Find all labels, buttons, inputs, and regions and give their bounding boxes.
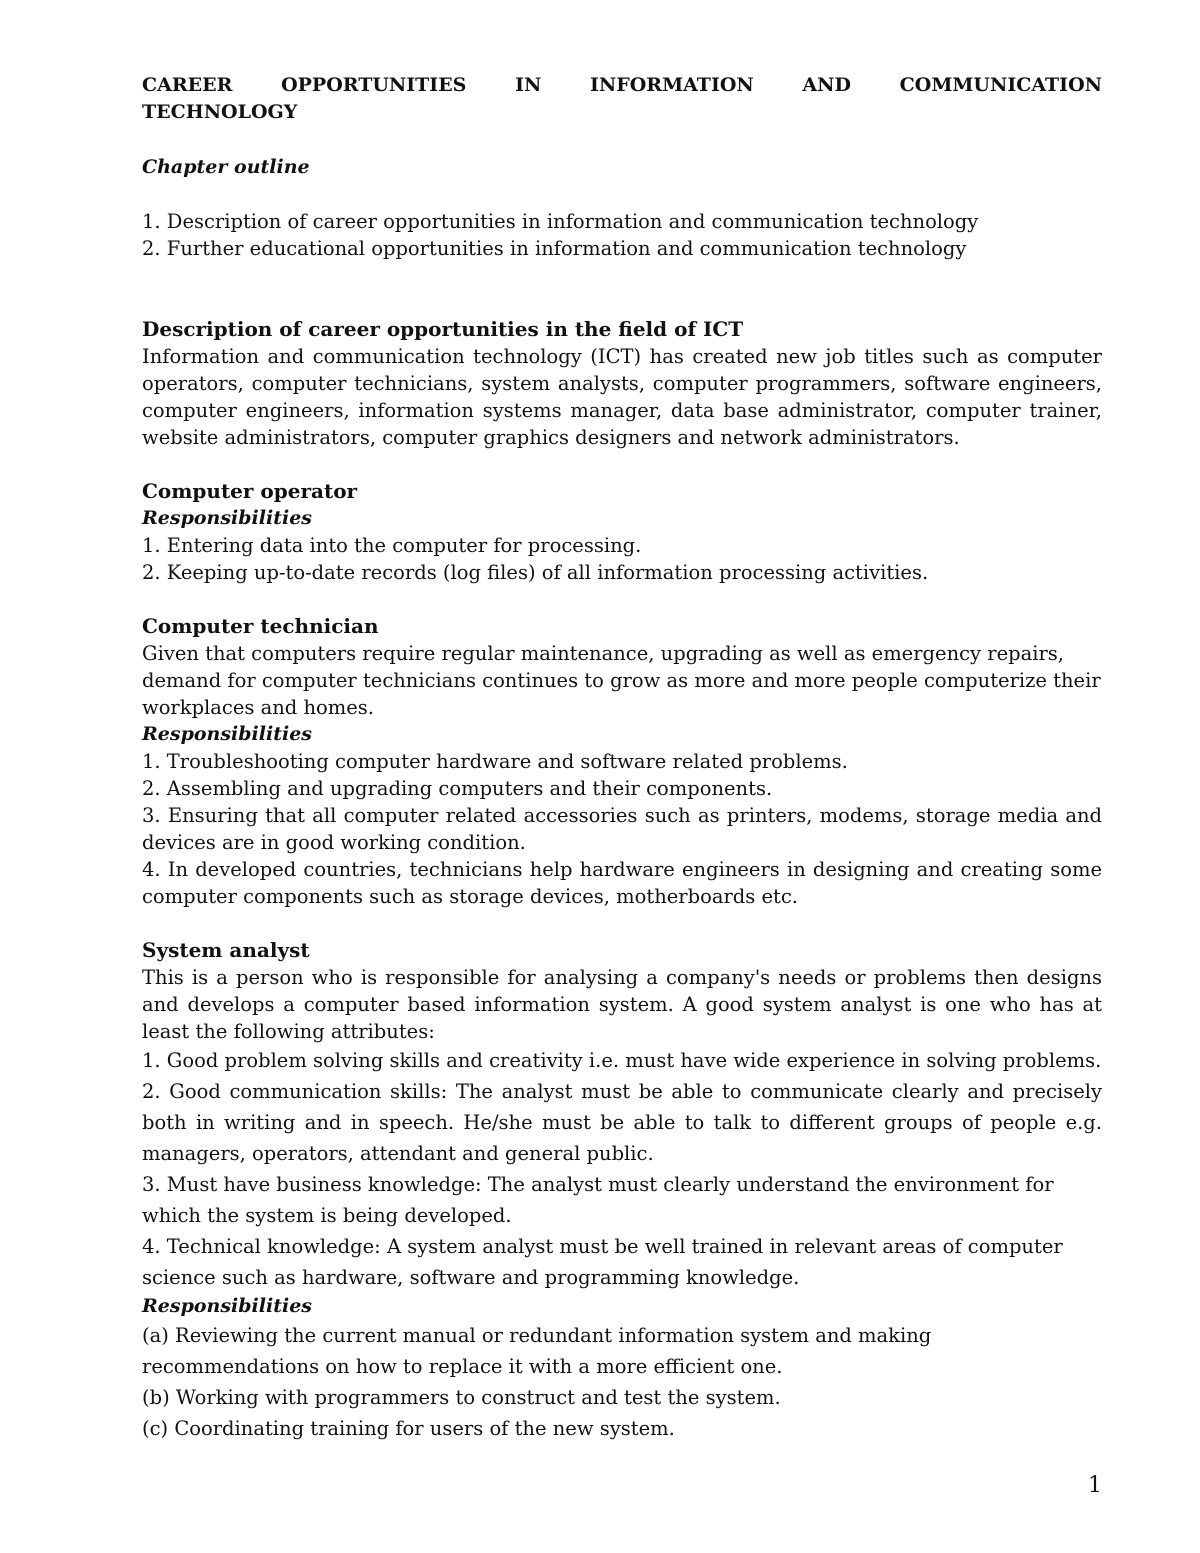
operator-item: 2. Keeping up-to-date records (log files) of all information processing activities. [142, 561, 929, 584]
analyst-attribute: 2. Good communication skills: The analyst must be able to communicate clearly and precisely both in writing and in speech. He/she must be able to talk to different groups of people e.g. managers, operators, attendant and general public. [142, 1080, 1102, 1165]
title-word: CAREER [142, 74, 233, 96]
title-word: IN [515, 74, 542, 96]
technician-item: 3. Ensuring that all computer related accessories such as printers, modems, storage media and devices are in good working condition. [142, 804, 1102, 854]
operator-responsibilities-label: Responsibilities [142, 507, 312, 529]
analyst-attribute: 1. Good problem solving skills and creativity i.e. must have wide experience in solving problems. [142, 1049, 1102, 1072]
technician-item: 1. Troubleshooting computer hardware and software related problems. [142, 750, 848, 773]
operator-heading: Computer operator [142, 479, 358, 503]
analyst-item: (b) Working with programmers to construct and test the system. [142, 1386, 781, 1409]
chapter-outline-heading: Chapter outline [142, 156, 310, 178]
description-heading: Description of career opportunities in the field of ICT [142, 317, 744, 341]
technician-responsibilities-label: Responsibilities [142, 723, 312, 745]
technician-heading: Computer technician [142, 614, 379, 638]
analyst-attribute: 3. Must have business knowledge: The analyst must clearly understand the environment for which the system is being developed. [142, 1173, 1054, 1227]
outline-item: 2. Further educational opportunities in information and communication technology [142, 237, 967, 260]
technician-text: Given that computers require regular maintenance, upgrading as well as emergency repairs, demand for computer technicians continues to grow as more and more people computerize their workplaces and homes. [142, 642, 1101, 719]
analyst-text: This is a person who is responsible for analysing a company's needs or problems then designs and develops a computer based information system. A good system analyst is one who has at least the following attributes: [142, 966, 1102, 1043]
description-text: Information and communication technology (ICT) has created new job titles such as computer operators, computer technicians, system analysts, computer programmers, software engineers, computer engineers, information systems manager, data base administrator, computer trainer, website administrators, computer graphics designers and network administrators. [142, 345, 1102, 449]
analyst-item: (c) Coordinating training for users of the new system. [142, 1417, 675, 1440]
technician-item: 2. Assembling and upgrading computers and their components. [142, 777, 773, 800]
title-word: OPPORTUNITIES [281, 74, 467, 96]
analyst-responsibilities-label: Responsibilities [142, 1295, 312, 1317]
analyst-heading: System analyst [142, 938, 310, 962]
title-line-1 [142, 72, 1102, 99]
title-line-2: TECHNOLOGY [142, 101, 298, 123]
outline-item: 1. Description of career opportunities in information and communication technology [142, 210, 979, 233]
title-word: AND [802, 74, 851, 96]
title-word: COMMUNICATION [899, 74, 1102, 96]
document-title [142, 72, 1102, 126]
page-number: 1 [1088, 1473, 1102, 1498]
document-page [142, 72, 1102, 1444]
operator-item: 1. Entering data into the computer for processing. [142, 534, 642, 557]
technician-item: 4. In developed countries, technicians help hardware engineers in designing and creating some computer components such as storage devices, motherboards etc. [142, 858, 1102, 908]
title-word: INFORMATION [589, 74, 754, 96]
analyst-attribute: 4. Technical knowledge: A system analyst must be well trained in relevant areas of computer science such as hardware, software and programming knowledge. [142, 1235, 1063, 1289]
analyst-item: (a) Reviewing the current manual or redundant information system and making recommendations on how to replace it with a more efficient one. [142, 1324, 932, 1378]
